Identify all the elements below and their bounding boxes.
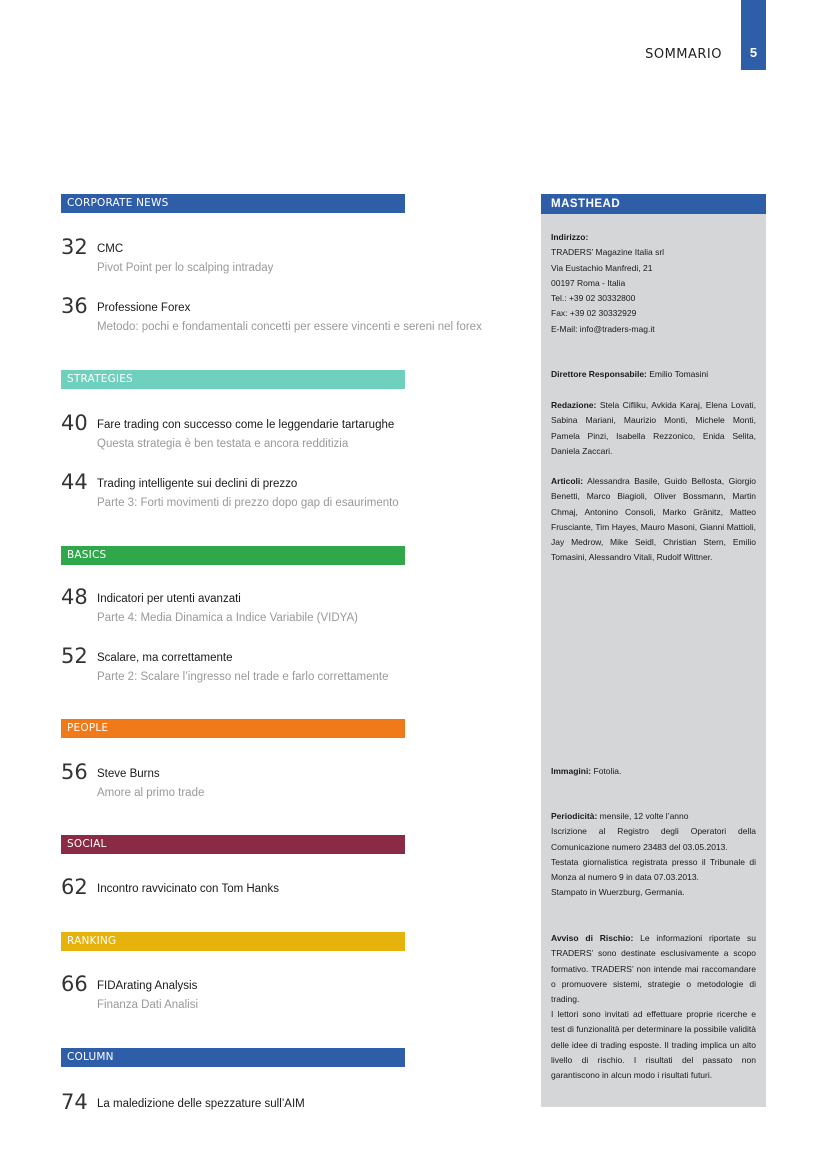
director-label: Direttore Responsabile: [551, 369, 647, 379]
articles-label: Articoli: [551, 476, 584, 486]
address-line: 00197 Roma - Italia [551, 277, 626, 288]
risk-text: Le informazioni riportate su TRADERS’ sono destinate esclusivamente a scopo formativo. TRADERS’ non intende mai raccomandare o promuovere sistemi, strategie o metodologie di trading. [551, 933, 756, 1005]
article-title[interactable]: La maledizione delle spezzature sull’AIM [97, 1098, 305, 1110]
category-label: PEOPLE [67, 722, 109, 734]
article-title[interactable]: Scalare, ma correttamente [97, 652, 233, 664]
risk-label: Avviso di Rischio: [551, 933, 634, 943]
article-subtitle: Parte 2: Scalare l’ingresso nel trade e farlo correttamente [97, 671, 389, 683]
editorial-block [551, 398, 756, 459]
images-label: Immagini: [551, 766, 592, 776]
article-title[interactable]: CMC [97, 243, 124, 255]
category-bar-social [61, 835, 405, 854]
registration-line: Testata giornalistica registrata presso il Tribunale di Monza al numero 9 in data 07.03.2013. [551, 856, 756, 883]
page-ref: 40 [61, 411, 88, 435]
page-ref: 56 [61, 760, 88, 784]
article-subtitle: Finanza Dati Analisi [97, 999, 198, 1011]
category-label: BASICS [67, 549, 107, 561]
article-title[interactable]: Trading intelligente sui declini di prezzo [97, 478, 298, 490]
page-ref: 74 [61, 1090, 88, 1114]
category-bar-corporate-news [61, 194, 405, 213]
article-subtitle: Parte 3: Forti movimenti di prezzo dopo gap di esaurimento [97, 497, 399, 509]
category-bar-strategies [61, 370, 405, 389]
address-line: Via Eustachio Manfredi, 21 [551, 262, 653, 273]
category-bar-column [61, 1048, 405, 1067]
article-title[interactable]: Indicatori per utenti avanzati [97, 593, 241, 605]
disclaimer-block: I lettori sono invitati ad effettuare proprie ricerche e test di funzionalità per determinare la possibile validità delle idee di trading esposte. Il trading implica un alto livello di rischio. I risultati del passato non garantiscono in alcun modo i risultati futuri. [551, 1009, 756, 1081]
page-number: 5 [749, 45, 758, 60]
periodicity-label: Periodicità: [551, 811, 598, 821]
article-subtitle: Questa strategia è ben testata e ancora redditizia [97, 438, 349, 450]
category-bar-basics [61, 546, 405, 565]
images-block [551, 764, 756, 779]
risk-block [551, 931, 756, 1007]
phone-line: Tel.: +39 02 30332800 [551, 293, 636, 304]
category-label: CORPORATE NEWS [67, 197, 169, 209]
page-ref: 52 [61, 644, 88, 668]
article-title[interactable]: Incontro ravvicinato con Tom Hanks [97, 883, 279, 895]
registration-line: Iscrizione al Registro degli Operatori della Comunicazione numero 23483 del 03.05.2013. [551, 826, 756, 852]
address-line: TRADERS’ Magazine Italia srl [551, 247, 665, 258]
category-bar-people [61, 719, 405, 738]
editorial-label: Redazione: [551, 400, 597, 410]
page-ref: 44 [61, 470, 88, 494]
director-name: Emilio Tomasini [646, 369, 709, 379]
email-line[interactable]: E-Mail: info@traders-mag.it [551, 323, 655, 334]
article-subtitle: Parte 4: Media Dinamica a Indice Variabile (VIDYA) [97, 612, 358, 624]
page-ref: 66 [61, 972, 88, 996]
category-label: RANKING [67, 935, 117, 947]
article-subtitle: Pivot Point per lo scalping intraday [97, 262, 274, 274]
masthead-title: MASTHEAD [541, 194, 766, 214]
article-title[interactable]: Professione Forex [97, 302, 191, 314]
periodicity-block [551, 809, 756, 901]
editorial-names: Stela Cifliku, Avkida Karaj, Elena Lovati, Sabina Mariani, Maurizio Monti, Michele Monti, Pamela Pinzi, Isabella Rezzonico, Enida Selita, Daniela Zaccari. [551, 400, 756, 456]
masthead-panel [541, 194, 766, 1107]
category-bar-ranking [61, 932, 405, 951]
page-ref: 32 [61, 235, 88, 259]
page-ref: 62 [61, 875, 88, 899]
section-title: SOMMARIO [645, 47, 722, 62]
address-block [551, 230, 756, 337]
category-label: COLUMN [67, 1051, 114, 1063]
fax-line: Fax: +39 02 30332929 [551, 308, 637, 319]
address-label: Indirizzo: [551, 232, 589, 242]
images-credit: Fotolia. [591, 766, 622, 776]
printing-line: Stampato in Wuerzburg, Germania. [551, 887, 685, 898]
article-title[interactable]: Fare trading con successo come le leggendarie tartarughe [97, 419, 395, 431]
periodicity-text: mensile, 12 volte l’anno [597, 811, 689, 821]
article-subtitle: Amore al primo trade [97, 787, 205, 799]
category-label: STRATEGIES [67, 373, 133, 385]
category-label: SOCIAL [67, 838, 107, 850]
article-title[interactable]: Steve Burns [97, 768, 160, 780]
article-title[interactable]: FIDArating Analysis [97, 980, 198, 992]
page-ref: 36 [61, 294, 88, 318]
article-subtitle: Metodo: pochi e fondamentali concetti per essere vincenti e sereni nel forex [97, 321, 482, 333]
articles-block [551, 474, 756, 566]
director-block [551, 367, 756, 382]
page-ref: 48 [61, 585, 88, 609]
articles-names: Alessandra Basile, Guido Bellosta, Giorgio Benetti, Marco Biagioli, Oliver Bossmann, Martin Chmaj, Antonino Consoli, Marko Gränitz, Matteo Frusciante, Tim Hayes, Mauro Masoni, Gianni Mattioli, Jay Medrow, Mike Seidl, Christian Stern, Emilio Tomasini, Alessandro Vitali, Rudolf Wittner. [551, 476, 756, 563]
page-tab [741, 0, 766, 70]
